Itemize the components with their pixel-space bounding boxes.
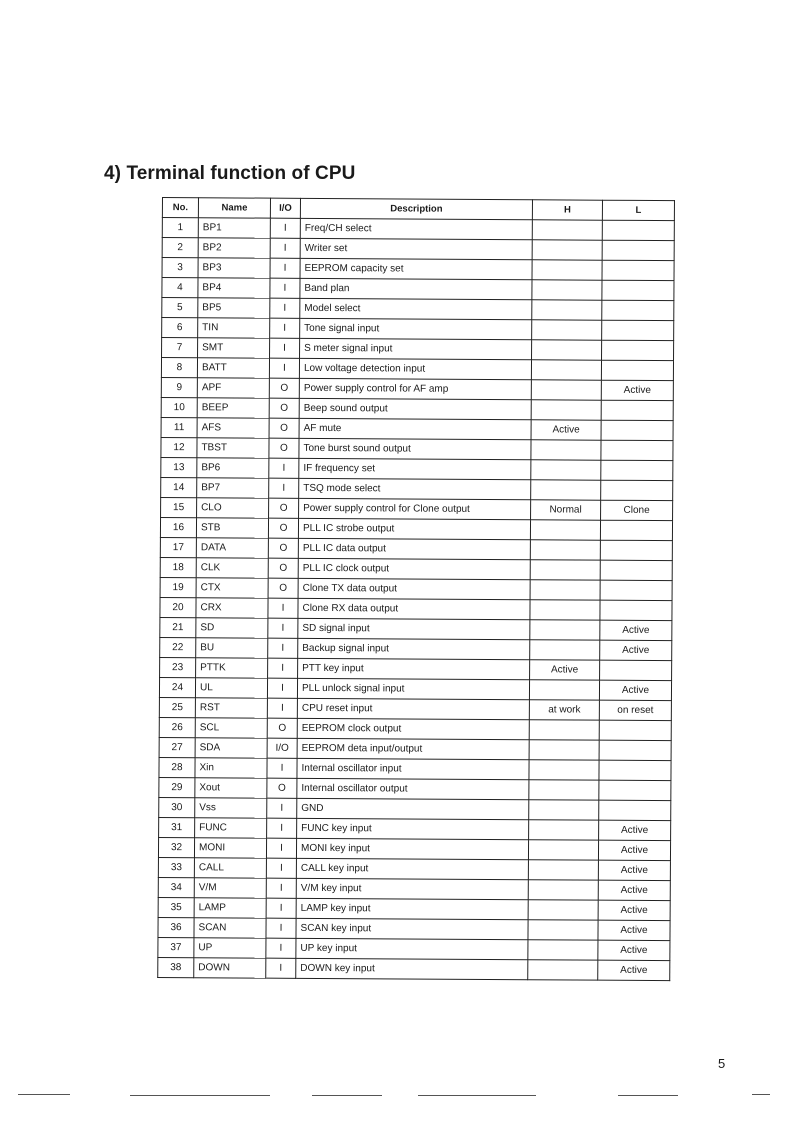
cell-l: Active (599, 680, 671, 700)
cell-no: 6 (162, 318, 198, 338)
cell-no: 32 (158, 837, 194, 857)
cell-name: MONI (194, 838, 266, 858)
cell-no: 8 (161, 358, 197, 378)
cell-desc: Band plan (300, 278, 532, 299)
cell-name: BEEP (197, 398, 269, 418)
cell-no: 23 (160, 657, 196, 677)
cell-l (602, 220, 674, 240)
cell-name: Vss (195, 798, 267, 818)
cell-h (528, 960, 598, 980)
cell-desc: LAMP key input (296, 898, 528, 919)
cell-name: BP2 (198, 238, 270, 258)
cell-no: 30 (159, 797, 195, 817)
cell-no: 18 (160, 557, 196, 577)
cell-desc: GND (297, 798, 529, 819)
cell-no: 29 (159, 777, 195, 797)
footer-rule-6 (752, 1094, 770, 1095)
cell-desc: AF mute (299, 418, 531, 439)
cell-name: CLO (197, 498, 269, 518)
header-io: I/O (270, 198, 300, 218)
cell-desc: S meter signal input (300, 338, 532, 359)
cell-io: I (267, 678, 297, 698)
cell-desc: CALL key input (296, 858, 528, 879)
cell-h (532, 220, 602, 240)
cell-desc: CPU reset input (297, 698, 529, 719)
cell-h (532, 240, 602, 260)
cell-name: SMT (198, 338, 270, 358)
cell-desc: Low voltage detection input (299, 358, 531, 379)
cell-desc: EEPROM clock output (297, 718, 529, 739)
table-body (158, 218, 675, 981)
cell-no: 3 (162, 258, 198, 278)
cell-no: 25 (159, 697, 195, 717)
cell-name: CRX (196, 598, 268, 618)
cell-h (531, 380, 601, 400)
cell-desc: PLL IC data output (298, 538, 530, 559)
cell-io: I (267, 758, 297, 778)
cell-h (529, 780, 599, 800)
cell-h: Active (530, 660, 600, 680)
cell-name: DOWN (194, 958, 266, 978)
cell-l: Active (598, 920, 670, 940)
cell-no: 34 (158, 877, 194, 897)
cell-desc: SD signal input (298, 618, 530, 639)
cell-desc: Freq/CH select (300, 218, 532, 239)
cell-desc: DOWN key input (296, 958, 528, 979)
cell-l (601, 440, 673, 460)
table-header-row (162, 198, 674, 221)
cell-desc: PLL IC clock output (298, 558, 530, 579)
cell-l: on reset (599, 700, 671, 720)
cell-no: 24 (159, 677, 195, 697)
cell-desc: PLL IC strobe output (298, 518, 530, 539)
cell-h (529, 680, 599, 700)
cell-io: I (270, 238, 300, 258)
cell-name: SDA (195, 738, 267, 758)
cell-h (529, 720, 599, 740)
cell-desc: Tone burst sound output (299, 438, 531, 459)
cell-no: 5 (162, 298, 198, 318)
cell-io: I (266, 878, 296, 898)
cell-io: O (268, 538, 298, 558)
cell-no: 4 (162, 278, 198, 298)
cell-desc: FUNC key input (297, 818, 529, 839)
cell-name: SCL (195, 718, 267, 738)
cell-name: LAMP (194, 898, 266, 918)
header-h: H (532, 200, 602, 220)
cell-no: 11 (161, 417, 197, 437)
cell-io: I (266, 918, 296, 938)
cell-l (600, 560, 672, 580)
cell-desc: TSQ mode select (299, 478, 531, 499)
cell-io: I (267, 818, 297, 838)
cell-h (529, 760, 599, 780)
cell-no: 12 (161, 437, 197, 457)
cell-h (530, 540, 600, 560)
cell-desc: EEPROM capacity set (300, 258, 532, 279)
cell-io: I (268, 658, 298, 678)
cell-l (599, 780, 671, 800)
cell-name: BATT (197, 358, 269, 378)
cpu-terminal-table (157, 197, 675, 981)
page-number: 5 (718, 1056, 726, 1071)
cell-h (529, 820, 599, 840)
cell-desc: Internal oscillator output (297, 778, 529, 799)
cell-l: Active (598, 940, 670, 960)
cell-h: Normal (531, 500, 601, 520)
footer-rule-4 (418, 1095, 536, 1096)
cell-desc: Power supply control for Clone output (299, 498, 531, 519)
cell-name: V/M (194, 878, 266, 898)
cell-name: UL (195, 678, 267, 698)
cell-h (532, 300, 602, 320)
cell-h: at work (529, 700, 599, 720)
table-row (158, 957, 670, 980)
cell-h (532, 320, 602, 340)
cell-name: CLK (196, 558, 268, 578)
cell-io: O (269, 438, 299, 458)
footer-rule-1 (18, 1094, 70, 1095)
cell-h (528, 940, 598, 960)
cell-desc: Clone RX data output (298, 598, 530, 619)
cell-desc: Backup signal input (298, 638, 530, 659)
cell-no: 38 (158, 957, 194, 977)
header-description: Description (300, 198, 532, 219)
cell-l: Active (598, 880, 670, 900)
cell-name: STB (196, 518, 268, 538)
cell-no: 26 (159, 717, 195, 737)
header-l: L (602, 200, 674, 220)
cell-name: Xin (195, 758, 267, 778)
cell-l (600, 580, 672, 600)
cell-name: UP (194, 938, 266, 958)
cell-io: I (268, 618, 298, 638)
cell-io: I (267, 798, 297, 818)
cell-l (599, 740, 671, 760)
cell-l (600, 600, 672, 620)
cell-name: RST (195, 698, 267, 718)
cpu-terminal-table-wrapper (157, 197, 675, 981)
cell-desc: Writer set (300, 238, 532, 259)
cell-io: I (266, 958, 296, 978)
cell-no: 27 (159, 737, 195, 757)
cell-h (528, 840, 598, 860)
cell-io: I (268, 598, 298, 618)
cell-name: BP7 (197, 478, 269, 498)
cell-l (602, 340, 674, 360)
cell-name: BP4 (198, 278, 270, 298)
cell-no: 22 (160, 637, 196, 657)
cell-io: O (269, 418, 299, 438)
cell-h (530, 600, 600, 620)
cell-io: I (270, 298, 300, 318)
cell-no: 10 (161, 397, 197, 417)
cell-no: 33 (158, 857, 194, 877)
cell-l (601, 360, 673, 380)
cell-h (531, 440, 601, 460)
cell-h (530, 520, 600, 540)
cell-l (600, 540, 672, 560)
cell-io: I (269, 358, 299, 378)
cell-no: 20 (160, 597, 196, 617)
cell-io: I (267, 698, 297, 718)
cell-no: 14 (161, 477, 197, 497)
cell-h (532, 340, 602, 360)
cell-l (602, 240, 674, 260)
cell-no: 21 (160, 617, 196, 637)
cell-h: Active (531, 420, 601, 440)
cell-name: SD (196, 618, 268, 638)
cell-name: BP6 (197, 458, 269, 478)
cell-io: I (266, 838, 296, 858)
cell-io: I (269, 458, 299, 478)
header-name: Name (198, 198, 270, 218)
cell-h (530, 580, 600, 600)
cell-no: 17 (160, 537, 196, 557)
cell-h (531, 400, 601, 420)
cell-l: Clone (601, 500, 673, 520)
footer-rule-5 (618, 1095, 678, 1096)
cell-l (602, 260, 674, 280)
cell-name: APF (197, 378, 269, 398)
cell-no: 36 (158, 917, 194, 937)
cell-io: I/O (267, 738, 297, 758)
cell-h (528, 880, 598, 900)
cell-no: 31 (159, 817, 195, 837)
cell-name: TBST (197, 438, 269, 458)
cell-io: I (270, 218, 300, 238)
cell-no: 37 (158, 937, 194, 957)
cell-desc: PTT key input (298, 658, 530, 679)
cell-io: I (270, 258, 300, 278)
cell-name: DATA (196, 538, 268, 558)
cell-io: I (266, 858, 296, 878)
cell-h (531, 480, 601, 500)
cell-h (528, 920, 598, 940)
cell-l (600, 660, 672, 680)
cell-no: 1 (162, 218, 198, 238)
cell-desc: EEPROM deta input/output (297, 738, 529, 759)
cell-desc: PLL unlock signal input (297, 678, 529, 699)
cell-name: Xout (195, 778, 267, 798)
footer-rule-2 (130, 1095, 270, 1096)
cell-name: BP5 (198, 298, 270, 318)
cell-l: Active (598, 840, 670, 860)
cell-desc: Model select (300, 298, 532, 319)
cell-io: O (267, 718, 297, 738)
cell-l (601, 400, 673, 420)
cell-desc: V/M key input (296, 878, 528, 899)
cell-h (531, 360, 601, 380)
cell-desc: UP key input (296, 938, 528, 959)
cell-l (599, 720, 671, 740)
cell-io: I (270, 278, 300, 298)
cell-l: Active (601, 380, 673, 400)
page-title: 4) Terminal function of CPU (104, 163, 356, 184)
footer-rule-3 (312, 1095, 382, 1096)
cell-l (599, 760, 671, 780)
cell-io: I (268, 638, 298, 658)
cell-io: O (269, 498, 299, 518)
cell-no: 16 (160, 517, 196, 537)
cell-desc: Beep sound output (299, 398, 531, 419)
cell-desc: Tone signal input (300, 318, 532, 339)
cell-io: O (268, 578, 298, 598)
cell-l: Active (600, 620, 672, 640)
cell-no: 2 (162, 238, 198, 258)
cell-name: AFS (197, 418, 269, 438)
cell-h (528, 900, 598, 920)
cell-io: I (269, 478, 299, 498)
cell-name: TIN (198, 318, 270, 338)
cell-l: Active (600, 640, 672, 660)
cell-no: 35 (158, 897, 194, 917)
cell-h (530, 560, 600, 580)
cell-io: I (266, 898, 296, 918)
cell-io: I (270, 338, 300, 358)
cell-l: Active (598, 900, 670, 920)
cell-name: BP1 (198, 218, 270, 238)
cell-l (601, 420, 673, 440)
cell-name: FUNC (195, 818, 267, 838)
cell-h (531, 460, 601, 480)
cell-h (532, 260, 602, 280)
cell-desc: Internal oscillator input (297, 758, 529, 779)
cell-io: O (268, 558, 298, 578)
cell-desc: Power supply control for AF amp (299, 378, 531, 399)
cell-l: Active (598, 960, 670, 980)
cell-no: 15 (161, 497, 197, 517)
cell-io: O (268, 518, 298, 538)
cell-desc: IF frequency set (299, 458, 531, 479)
cell-h (529, 800, 599, 820)
cell-desc: Clone TX data output (298, 578, 530, 599)
cell-name: CTX (196, 578, 268, 598)
cell-l (602, 320, 674, 340)
cell-no: 19 (160, 577, 196, 597)
cell-l (601, 480, 673, 500)
cell-io: I (266, 938, 296, 958)
cell-l (601, 460, 673, 480)
cell-h (530, 640, 600, 660)
cell-no: 9 (161, 377, 197, 397)
header-no: No. (162, 198, 198, 218)
cell-l (599, 800, 671, 820)
cell-name: BU (196, 638, 268, 658)
cell-io: O (267, 778, 297, 798)
cell-io: I (270, 318, 300, 338)
cell-l: Active (599, 820, 671, 840)
cell-h (529, 740, 599, 760)
cell-no: 7 (162, 338, 198, 358)
cell-l (602, 300, 674, 320)
cell-l: Active (598, 860, 670, 880)
cell-desc: SCAN key input (296, 918, 528, 939)
cell-name: BP3 (198, 258, 270, 278)
cell-io: O (269, 398, 299, 418)
cell-h (532, 280, 602, 300)
cell-h (530, 620, 600, 640)
cell-h (528, 860, 598, 880)
cell-desc: MONI key input (296, 838, 528, 859)
cell-l (602, 280, 674, 300)
cell-name: CALL (194, 858, 266, 878)
cell-no: 28 (159, 757, 195, 777)
cell-l (600, 520, 672, 540)
cell-name: PTTK (196, 658, 268, 678)
cell-io: O (269, 378, 299, 398)
cell-name: SCAN (194, 918, 266, 938)
cell-no: 13 (161, 457, 197, 477)
